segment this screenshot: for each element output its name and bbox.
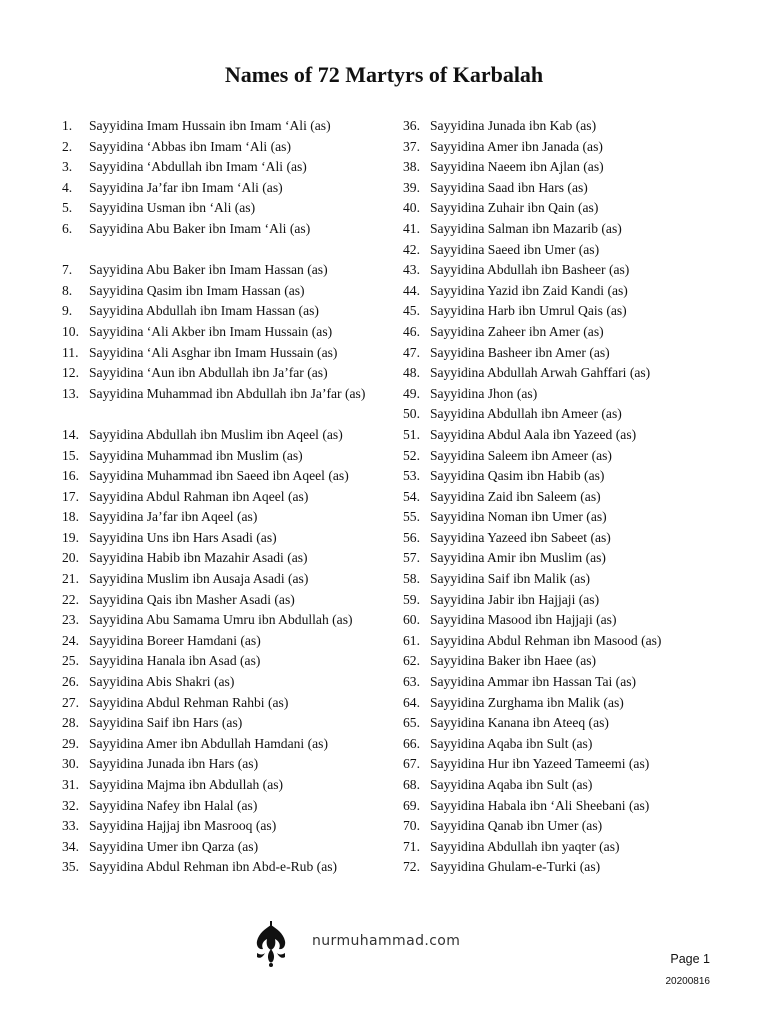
item-number: 38. bbox=[403, 159, 420, 175]
item-number: 24. bbox=[62, 632, 79, 648]
list-item bbox=[403, 610, 703, 631]
item-number: 27. bbox=[62, 694, 79, 710]
item-text: Sayyidina Zaheer ibn Amer (as) bbox=[430, 323, 604, 339]
list-item bbox=[62, 137, 400, 158]
item-text: Sayyidina Zurghama ibn Malik (as) bbox=[430, 694, 624, 710]
item-number: 34. bbox=[62, 838, 79, 854]
item-number: 56. bbox=[403, 529, 420, 545]
item-number: 3. bbox=[62, 159, 73, 175]
item-number: 33. bbox=[62, 818, 79, 834]
item-text: Sayyidina Qais ibn Masher Asadi (as) bbox=[89, 591, 295, 607]
item-number: 49. bbox=[403, 385, 420, 401]
list-item bbox=[62, 816, 400, 837]
item-text: Sayyidina Umer ibn Qarza (as) bbox=[89, 838, 259, 854]
list-item bbox=[403, 219, 703, 240]
item-number: 67. bbox=[403, 756, 420, 772]
item-number: 65. bbox=[403, 715, 420, 731]
list-item bbox=[62, 446, 400, 467]
list-item bbox=[403, 281, 703, 302]
list-item bbox=[403, 446, 703, 467]
calligraphy-emblem-icon bbox=[251, 919, 291, 969]
list-item bbox=[403, 754, 703, 775]
item-text: Sayyidina Hajjaj ibn Masrooq (as) bbox=[89, 818, 277, 834]
item-number: 25. bbox=[62, 653, 79, 669]
list-item bbox=[403, 651, 703, 672]
list-item bbox=[62, 281, 400, 302]
item-text: Sayyidina Jabir ibn Hajjaji (as) bbox=[430, 591, 600, 607]
item-text: Sayyidina Abu Baker ibn Imam ‘Ali (as) bbox=[89, 220, 311, 236]
item-number: 31. bbox=[62, 777, 79, 792]
item-text: Sayyidina Amer ibn Janada (as) bbox=[430, 138, 603, 154]
list-item bbox=[403, 775, 703, 796]
list-item bbox=[403, 713, 703, 734]
page-number: Page 1 bbox=[670, 952, 710, 966]
item-text: Sayyidina Qanab ibn Umer (as) bbox=[430, 818, 603, 834]
item-number: 45. bbox=[403, 303, 420, 319]
item-number: 11. bbox=[62, 344, 79, 360]
item-number: 7. bbox=[62, 262, 73, 278]
item-text: Sayyidina Abis Shakri (as) bbox=[89, 674, 235, 690]
item-number: 16. bbox=[62, 468, 79, 484]
item-number: 13. bbox=[62, 385, 79, 401]
document-date: 20200816 bbox=[665, 976, 710, 987]
item-text: Sayyidina Abu Baker ibn Imam Hassan (as) bbox=[89, 262, 328, 278]
item-number: 30. bbox=[62, 756, 79, 772]
item-number: 58. bbox=[403, 571, 420, 587]
item-number: 51. bbox=[403, 426, 420, 442]
item-text: Sayyidina Noman ibn Umer (as) bbox=[430, 509, 607, 525]
item-text: Sayyidina Junada ibn Hars (as) bbox=[89, 756, 259, 772]
list-item bbox=[403, 260, 703, 281]
item-number: 9. bbox=[62, 303, 73, 319]
item-text: Sayyidina Abdullah ibn Muslim ibn Aqeel (as) bbox=[89, 426, 343, 442]
list-item bbox=[62, 425, 400, 446]
item-number: 60. bbox=[403, 612, 420, 628]
list-item bbox=[403, 425, 703, 446]
list-item bbox=[62, 116, 400, 137]
item-number: 70. bbox=[403, 818, 420, 834]
list-item bbox=[62, 363, 400, 384]
item-number: 12. bbox=[62, 365, 79, 381]
item-number: 14. bbox=[62, 426, 79, 442]
list-item bbox=[62, 157, 400, 178]
item-number: 53. bbox=[403, 468, 420, 484]
list-item bbox=[403, 343, 703, 364]
list-item bbox=[403, 569, 703, 590]
list-item bbox=[403, 466, 703, 487]
item-number: 57. bbox=[403, 550, 420, 566]
item-text: Sayyidina Zaid ibn Saleem (as) bbox=[430, 488, 601, 504]
item-text: Sayyidina Salman ibn Mazarib (as) bbox=[430, 220, 622, 236]
item-text: Sayyidina ‘Abbas ibn Imam ‘Ali (as) bbox=[89, 138, 291, 154]
list-item bbox=[403, 404, 703, 425]
list-item bbox=[62, 734, 400, 755]
item-number: 50. bbox=[403, 406, 420, 422]
list-item bbox=[62, 548, 400, 569]
item-text: Sayyidina ‘Ali Asghar ibn Imam Hussain (as) bbox=[89, 344, 338, 360]
item-text: Sayyidina Muhammad ibn Abdullah ibn Ja’far (as) bbox=[89, 385, 366, 401]
item-number: 26. bbox=[62, 674, 79, 690]
item-text: Sayyidina Jhon (as) bbox=[430, 385, 538, 401]
item-text: Sayyidina Abdul Rehman ibn Masood (as) bbox=[430, 632, 662, 648]
item-number: 17. bbox=[62, 488, 79, 504]
item-number: 29. bbox=[62, 735, 79, 751]
item-number: 23. bbox=[62, 612, 79, 628]
item-text: Sayyidina Habib ibn Mazahir Asadi (as) bbox=[89, 550, 308, 566]
list-item bbox=[62, 837, 400, 858]
item-number: 4. bbox=[62, 179, 73, 195]
list-item bbox=[62, 487, 400, 508]
list-item bbox=[62, 322, 400, 343]
item-text: Sayyidina Abdullah ibn Imam Hassan (as) bbox=[89, 303, 319, 319]
item-text: Sayyidina Muhammad ibn Muslim (as) bbox=[89, 447, 303, 463]
item-number: 39. bbox=[403, 179, 420, 195]
item-number: 43. bbox=[403, 262, 420, 278]
item-text: Sayyidina Ja’far ibn Imam ‘Ali (as) bbox=[89, 179, 283, 195]
group-spacer bbox=[62, 240, 400, 261]
list-item bbox=[403, 816, 703, 837]
item-text: Sayyidina ‘Abdullah ibn Imam ‘Ali (as) bbox=[89, 159, 307, 175]
item-text: Sayyidina Abdullah Arwah Gahffari (as) bbox=[430, 365, 651, 381]
item-text: Sayyidina Naeem ibn Ajlan (as) bbox=[430, 159, 604, 175]
item-text: Sayyidina Nafey ibn Halal (as) bbox=[89, 797, 258, 813]
item-number: 68. bbox=[403, 777, 420, 792]
list-item bbox=[62, 507, 400, 528]
item-number: 35. bbox=[62, 859, 79, 875]
list-item bbox=[62, 857, 400, 878]
item-number: 19. bbox=[62, 529, 79, 545]
list-item bbox=[403, 487, 703, 508]
list-item bbox=[62, 569, 400, 590]
item-number: 20. bbox=[62, 550, 79, 566]
item-text: Sayyidina Habala ibn ‘Ali Sheebani (as) bbox=[430, 797, 650, 813]
list-item bbox=[403, 590, 703, 611]
list-item bbox=[403, 137, 703, 158]
item-text: Sayyidina Junada ibn Kab (as) bbox=[430, 118, 597, 133]
list-item bbox=[403, 672, 703, 693]
item-number: 62. bbox=[403, 653, 420, 669]
item-text: Sayyidina Saif ibn Hars (as) bbox=[89, 715, 243, 731]
item-text: Sayyidina Kanana ibn Ateeq (as) bbox=[430, 715, 609, 731]
footer-site-name: nurmuhammad.com bbox=[312, 933, 461, 949]
item-text: Sayyidina Ja’far ibn Aqeel (as) bbox=[89, 509, 258, 525]
list-item bbox=[62, 610, 400, 631]
item-text: Sayyidina Amir ibn Muslim (as) bbox=[430, 550, 606, 566]
item-number: 37. bbox=[403, 138, 420, 154]
item-number: 44. bbox=[403, 282, 420, 298]
item-text: Sayyidina Zuhair ibn Qain (as) bbox=[430, 200, 599, 216]
item-number: 72. bbox=[403, 859, 420, 875]
list-item bbox=[403, 157, 703, 178]
item-number: 36. bbox=[403, 118, 420, 133]
item-number: 18. bbox=[62, 509, 79, 525]
item-text: Sayyidina Abdullah ibn yaqter (as) bbox=[430, 838, 620, 854]
martyrs-list-right bbox=[403, 116, 703, 878]
item-text: Sayyidina Ammar ibn Hassan Tai (as) bbox=[430, 674, 637, 690]
item-text: Sayyidina Saif ibn Malik (as) bbox=[430, 571, 591, 587]
list-item bbox=[403, 198, 703, 219]
item-number: 61. bbox=[403, 632, 420, 648]
item-number: 59. bbox=[403, 591, 420, 607]
item-number: 63. bbox=[403, 674, 420, 690]
list-item bbox=[62, 651, 400, 672]
item-text: Sayyidina Abdul Rahman ibn Aqeel (as) bbox=[89, 488, 309, 504]
list-item bbox=[403, 528, 703, 549]
item-number: 10. bbox=[62, 323, 79, 339]
item-text: Sayyidina Abdullah ibn Ameer (as) bbox=[430, 406, 622, 422]
item-number: 40. bbox=[403, 200, 420, 216]
list-item bbox=[403, 548, 703, 569]
item-number: 2. bbox=[62, 138, 73, 154]
item-number: 15. bbox=[62, 447, 79, 463]
item-number: 8. bbox=[62, 282, 73, 298]
list-item bbox=[62, 466, 400, 487]
item-number: 42. bbox=[403, 241, 420, 257]
list-item bbox=[403, 116, 703, 137]
item-number: 6. bbox=[62, 220, 73, 236]
list-item bbox=[403, 301, 703, 322]
item-text: Sayyidina Harb ibn Umrul Qais (as) bbox=[430, 303, 627, 319]
list-item bbox=[403, 734, 703, 755]
item-text: Sayyidina Masood ibn Hajjaji (as) bbox=[430, 612, 617, 628]
item-text: Sayyidina Imam Hussain ibn Imam ‘Ali (as) bbox=[89, 118, 331, 133]
list-item bbox=[403, 507, 703, 528]
item-text: Sayyidina Yazid ibn Zaid Kandi (as) bbox=[430, 282, 628, 298]
item-number: 21. bbox=[62, 571, 79, 587]
page-title: Names of 72 Martyrs of Karbalah bbox=[224, 62, 544, 87]
list-item bbox=[403, 796, 703, 817]
list-item bbox=[403, 837, 703, 858]
list-item bbox=[403, 384, 703, 405]
list-item bbox=[62, 693, 400, 714]
item-text: Sayyidina Baker ibn Haee (as) bbox=[430, 653, 597, 669]
item-text: Sayyidina Qasim ibn Habib (as) bbox=[430, 468, 605, 484]
item-number: 46. bbox=[403, 323, 420, 339]
list-item bbox=[403, 240, 703, 261]
item-text: Sayyidina Saeed ibn Umer (as) bbox=[430, 241, 600, 257]
item-number: 66. bbox=[403, 735, 420, 751]
item-number: 52. bbox=[403, 447, 420, 463]
list-item bbox=[62, 528, 400, 549]
item-number: 47. bbox=[403, 344, 420, 360]
item-text: Sayyidina Amer ibn Abdullah Hamdani (as) bbox=[89, 735, 328, 751]
item-number: 54. bbox=[403, 488, 420, 504]
list-item bbox=[62, 590, 400, 611]
item-number: 55. bbox=[403, 509, 420, 525]
item-number: 48. bbox=[403, 365, 420, 381]
list-item bbox=[62, 301, 400, 322]
item-text: Sayyidina Muhammad ibn Saeed ibn Aqeel (as) bbox=[89, 468, 349, 484]
item-text: Sayyidina Basheer ibn Amer (as) bbox=[430, 344, 610, 360]
item-text: Sayyidina Abdul Rehman Rahbi (as) bbox=[89, 694, 289, 710]
list-item bbox=[403, 322, 703, 343]
list-item bbox=[62, 198, 400, 219]
item-text: Sayyidina Abu Samama Umru ibn Abdullah (as) bbox=[89, 612, 353, 628]
item-text: Sayyidina Saleem ibn Ameer (as) bbox=[430, 447, 612, 463]
martyrs-list-left bbox=[62, 116, 400, 878]
item-text: Sayyidina Boreer Hamdani (as) bbox=[89, 632, 261, 648]
item-number: 71. bbox=[403, 838, 420, 854]
item-number: 28. bbox=[62, 715, 79, 731]
item-text: Sayyidina Usman ibn ‘Ali (as) bbox=[89, 200, 256, 216]
item-number: 32. bbox=[62, 797, 79, 813]
list-item bbox=[62, 796, 400, 817]
item-text: Sayyidina Hanala ibn Asad (as) bbox=[89, 653, 261, 669]
list-item bbox=[62, 754, 400, 775]
item-number: 22. bbox=[62, 591, 79, 607]
list-item bbox=[403, 363, 703, 384]
item-text: Sayyidina Majma ibn Abdullah (as) bbox=[89, 777, 284, 792]
list-item bbox=[403, 178, 703, 199]
item-text: Sayyidina Aqaba ibn Sult (as) bbox=[430, 735, 593, 751]
item-text: Sayyidina Aqaba ibn Sult (as) bbox=[430, 777, 593, 792]
item-number: 5. bbox=[62, 200, 73, 216]
list-item bbox=[62, 343, 400, 364]
item-text: Sayyidina ‘Aun ibn Abdullah ibn Ja’far (as) bbox=[89, 365, 328, 381]
list-item bbox=[62, 260, 400, 281]
item-text: Sayyidina Hur ibn Yazeed Tameemi (as) bbox=[430, 756, 650, 772]
list-item bbox=[403, 857, 703, 878]
item-text: Sayyidina Abdul Aala ibn Yazeed (as) bbox=[430, 426, 637, 442]
item-text: Sayyidina Muslim ibn Ausaja Asadi (as) bbox=[89, 571, 309, 587]
list-item bbox=[403, 693, 703, 714]
item-number: 1. bbox=[62, 118, 73, 133]
item-text: Sayyidina Abdullah ibn Basheer (as) bbox=[430, 262, 630, 278]
item-text: Sayyidina Uns ibn Hars Asadi (as) bbox=[89, 529, 277, 545]
list-item bbox=[62, 219, 400, 240]
item-number: 69. bbox=[403, 797, 420, 813]
item-text: Sayyidina Ghulam-e-Turki (as) bbox=[430, 859, 601, 875]
list-item bbox=[62, 178, 400, 199]
list-item bbox=[62, 384, 400, 405]
list-item bbox=[403, 631, 703, 652]
list-item bbox=[62, 672, 400, 693]
item-number: 41. bbox=[403, 220, 420, 236]
item-text: Sayyidina Yazeed ibn Sabeet (as) bbox=[430, 529, 611, 545]
item-number: 64. bbox=[403, 694, 420, 710]
list-item bbox=[62, 775, 400, 796]
item-text: Sayyidina ‘Ali Akber ibn Imam Hussain (as) bbox=[89, 323, 333, 339]
item-text: Sayyidina Saad ibn Hars (as) bbox=[430, 179, 588, 195]
item-text: Sayyidina Qasim ibn Imam Hassan (as) bbox=[89, 282, 305, 298]
group-spacer bbox=[62, 404, 400, 425]
list-item bbox=[62, 631, 400, 652]
list-item bbox=[62, 713, 400, 734]
item-text: Sayyidina Abdul Rehman ibn Abd-e-Rub (as) bbox=[89, 859, 338, 875]
